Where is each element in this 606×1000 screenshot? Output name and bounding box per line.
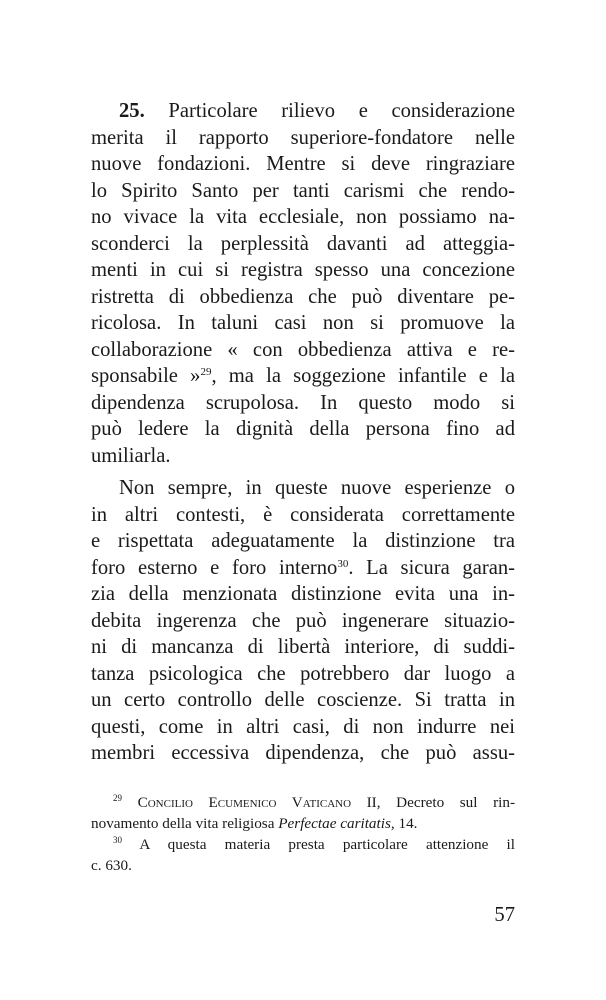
text-line: 25. Particolare rilievo e considerazione [119, 100, 515, 122]
footnotes [91, 792, 515, 876]
text-line: ristretta di obbedienza che può diventare pe- [91, 285, 515, 308]
text-line: sconderci la perplessità davanti ad atteggia- [91, 232, 515, 255]
paragraph-25 [91, 98, 515, 469]
text-line: dipendenza scrupolosa. In questo modo si [91, 391, 515, 414]
text-line: zia della menzionata distinzione evita una in- [91, 583, 515, 605]
text-line: umiliarla. [91, 444, 171, 467]
footnote-author: Concilio Ecumenico Vaticano II [137, 794, 377, 811]
text-line: menti in cui si registra spesso una concezione [91, 259, 515, 281]
footnote-30-cont: c. 630. [91, 857, 132, 874]
text-line: tanza psicologica che potrebbero dar luogo a [91, 662, 515, 685]
document-title: Perfectae caritatis [278, 815, 391, 832]
text-line: no vivace la vita ecclesiale, non possiamo na- [91, 206, 515, 228]
text-line: in altri contesti, è considerata correttamente [91, 503, 515, 526]
text-line: ricolosa. In taluni casi non si promuove la [91, 312, 515, 334]
text-line: e rispettata adeguatamente la distinzione tra [91, 530, 515, 552]
footnote-ref-30[interactable]: 30 [337, 557, 349, 570]
footnote-30: $^{30}$ A questa materia presta particolare attenzione il [113, 835, 515, 853]
text-line: merita il rapporto superiore-fondatore nelle [91, 126, 515, 149]
footnote-29-cont: novamento della vita religiosa Perfectae caritatis, 14. [91, 815, 418, 832]
text-line: foro esterno e foro interno$^{30}$. La sicura garan- [91, 556, 516, 579]
main-text [91, 98, 515, 767]
text-line: lo Spirito Santo per tanti carismi che rendo- [91, 179, 515, 202]
text-line: membri eccessiva dipendenza, che può assu- [91, 742, 515, 764]
text-line: collaborazione « con obbedienza attiva e re- [91, 338, 515, 361]
footnote-29: $^{29}$ Concilio Ecumenico Vaticano II, Decreto sul rin- [113, 793, 516, 811]
text-line: può ledere la dignità della persona fino ad [91, 418, 515, 440]
text-line: debita ingerenza che può ingenerare situazio- [91, 609, 515, 632]
paragraph-foro [91, 475, 515, 767]
text-line: questi, come in altri casi, di non indurre nei [91, 715, 515, 738]
footnote-number: 29 [113, 793, 122, 803]
footnote-number: 30 [113, 835, 122, 845]
text-line: nuove fondazioni. Mentre si deve ringraziare [91, 153, 515, 175]
text-line: un certo controllo delle coscienze. Si tratta in [91, 689, 515, 711]
text-line: sponsabile »$^{29}$, ma la soggezione infantile e la [91, 365, 516, 387]
page-number: 57 [494, 904, 515, 926]
footnote-ref-29[interactable]: 29 [200, 366, 212, 378]
paragraph-number: 25. [119, 100, 145, 122]
text-line: Non sempre, in queste nuove esperienze o [119, 477, 515, 499]
text-line: ni di mancanza di libertà interiore, di suddi- [91, 636, 515, 658]
